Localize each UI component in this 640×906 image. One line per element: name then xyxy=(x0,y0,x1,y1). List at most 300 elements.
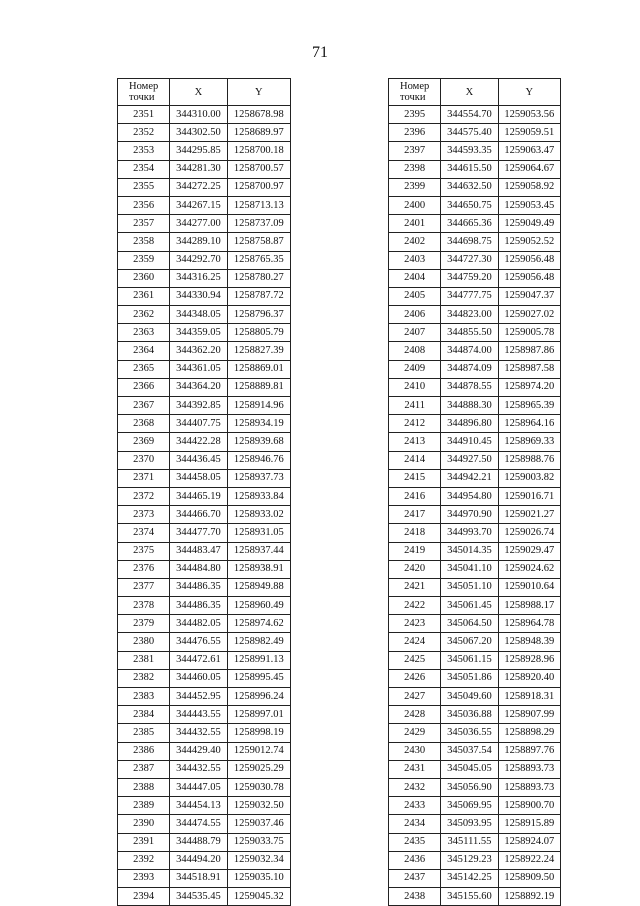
point-number-cell: 2421 xyxy=(389,578,441,596)
x-coordinate-cell: 344359.05 xyxy=(170,324,227,342)
table-row xyxy=(118,615,291,633)
y-coordinate-cell: 1259003.82 xyxy=(498,469,560,487)
y-coordinate-cell: 1258934.19 xyxy=(227,415,290,433)
point-number-cell: 2410 xyxy=(389,378,441,396)
y-coordinate-cell: 1259032.34 xyxy=(227,851,290,869)
table-header-row xyxy=(389,79,561,106)
x-coordinate-cell: 345142.25 xyxy=(441,869,498,887)
y-coordinate-cell: 1258928.96 xyxy=(498,651,560,669)
point-number-cell: 2356 xyxy=(118,196,170,214)
table-row xyxy=(389,433,561,451)
table-row xyxy=(389,578,561,596)
y-coordinate-cell: 1259033.75 xyxy=(227,833,290,851)
table-row xyxy=(389,124,561,142)
y-coordinate-cell: 1258982.49 xyxy=(227,633,290,651)
point-number-cell: 2361 xyxy=(118,287,170,305)
table-row xyxy=(118,669,291,687)
point-number-cell: 2382 xyxy=(118,669,170,687)
y-coordinate-cell: 1258931.05 xyxy=(227,524,290,542)
point-number-cell: 2374 xyxy=(118,524,170,542)
x-coordinate-cell: 344632.50 xyxy=(441,178,498,196)
point-number-cell: 2407 xyxy=(389,324,441,342)
y-coordinate-cell: 1258780.27 xyxy=(227,269,290,287)
table-row xyxy=(118,287,291,305)
y-coordinate-cell: 1258918.31 xyxy=(498,688,560,706)
y-coordinate-cell: 1259024.62 xyxy=(498,560,560,578)
point-number-cell: 2423 xyxy=(389,615,441,633)
point-number-cell: 2430 xyxy=(389,742,441,760)
table-row xyxy=(118,688,291,706)
point-number-cell: 2375 xyxy=(118,542,170,560)
table-row xyxy=(389,251,561,269)
y-coordinate-cell: 1258700.97 xyxy=(227,178,290,196)
y-coordinate-cell: 1258964.78 xyxy=(498,615,560,633)
x-coordinate-cell: 344407.75 xyxy=(170,415,227,433)
y-coordinate-cell: 1259032.50 xyxy=(227,797,290,815)
x-coordinate-cell: 344348.05 xyxy=(170,306,227,324)
point-number-cell: 2415 xyxy=(389,469,441,487)
point-number-cell: 2387 xyxy=(118,760,170,778)
point-number-cell: 2401 xyxy=(389,215,441,233)
point-number-cell: 2393 xyxy=(118,869,170,887)
table-row xyxy=(389,160,561,178)
table-row xyxy=(118,760,291,778)
table-row xyxy=(389,397,561,415)
point-number-cell: 2400 xyxy=(389,196,441,214)
x-header: X xyxy=(170,79,227,106)
y-coordinate-cell: 1259058.92 xyxy=(498,178,560,196)
y-coordinate-cell: 1259035.10 xyxy=(227,869,290,887)
x-coordinate-cell: 345049.60 xyxy=(441,688,498,706)
point-number-cell: 2392 xyxy=(118,851,170,869)
x-header: X xyxy=(441,79,498,106)
table-row xyxy=(118,888,291,906)
x-coordinate-cell: 344942.21 xyxy=(441,469,498,487)
x-coordinate-cell: 344310.00 xyxy=(170,106,227,124)
point-number-cell: 2373 xyxy=(118,506,170,524)
table-row xyxy=(389,378,561,396)
point-number-cell: 2394 xyxy=(118,888,170,906)
x-coordinate-cell: 344330.94 xyxy=(170,287,227,305)
point-number-cell: 2397 xyxy=(389,142,441,160)
table-row xyxy=(118,233,291,251)
table-row xyxy=(118,196,291,214)
y-coordinate-cell: 1258987.86 xyxy=(498,342,560,360)
point-number-cell: 2386 xyxy=(118,742,170,760)
table-row xyxy=(118,397,291,415)
table-header-row xyxy=(118,79,291,106)
y-coordinate-cell: 1259047.37 xyxy=(498,287,560,305)
point-number-cell: 2417 xyxy=(389,506,441,524)
x-coordinate-cell: 344466.70 xyxy=(170,506,227,524)
point-number-cell: 2422 xyxy=(389,597,441,615)
y-coordinate-cell: 1258939.68 xyxy=(227,433,290,451)
point-number-cell: 2398 xyxy=(389,160,441,178)
right-table-body xyxy=(389,106,561,906)
table-row xyxy=(389,415,561,433)
table-row xyxy=(118,487,291,505)
table-row xyxy=(389,688,561,706)
x-coordinate-cell: 344267.15 xyxy=(170,196,227,214)
table-row xyxy=(118,578,291,596)
y-coordinate-cell: 1259064.67 xyxy=(498,160,560,178)
point-number-cell: 2352 xyxy=(118,124,170,142)
table-row xyxy=(389,487,561,505)
x-coordinate-cell: 344272.25 xyxy=(170,178,227,196)
y-coordinate-cell: 1258933.02 xyxy=(227,506,290,524)
y-coordinate-cell: 1258915.89 xyxy=(498,815,560,833)
table-row xyxy=(118,160,291,178)
x-coordinate-cell: 344727.30 xyxy=(441,251,498,269)
point-number-cell: 2399 xyxy=(389,178,441,196)
y-coordinate-cell: 1258965.39 xyxy=(498,397,560,415)
x-coordinate-cell: 345045.05 xyxy=(441,760,498,778)
x-coordinate-cell: 344554.70 xyxy=(441,106,498,124)
y-coordinate-cell: 1258948.39 xyxy=(498,633,560,651)
x-coordinate-cell: 344277.00 xyxy=(170,215,227,233)
table-row xyxy=(118,560,291,578)
y-coordinate-cell: 1259030.78 xyxy=(227,778,290,796)
x-coordinate-cell: 345056.90 xyxy=(441,778,498,796)
y-coordinate-cell: 1259053.56 xyxy=(498,106,560,124)
y-coordinate-cell: 1259049.49 xyxy=(498,215,560,233)
x-coordinate-cell: 345041.10 xyxy=(441,560,498,578)
x-coordinate-cell: 344518.91 xyxy=(170,869,227,887)
y-coordinate-cell: 1258974.20 xyxy=(498,378,560,396)
table-row xyxy=(118,742,291,760)
point-number-cell: 2396 xyxy=(389,124,441,142)
x-coordinate-cell: 344954.80 xyxy=(441,487,498,505)
x-coordinate-cell: 345051.10 xyxy=(441,578,498,596)
table-row xyxy=(118,251,291,269)
table-row xyxy=(389,469,561,487)
point-number-cell: 2378 xyxy=(118,597,170,615)
point-number-cell: 2403 xyxy=(389,251,441,269)
y-coordinate-cell: 1258805.79 xyxy=(227,324,290,342)
x-coordinate-cell: 344436.45 xyxy=(170,451,227,469)
table-row xyxy=(118,378,291,396)
table-row xyxy=(118,142,291,160)
point-number-cell: 2408 xyxy=(389,342,441,360)
y-coordinate-cell: 1258987.58 xyxy=(498,360,560,378)
x-coordinate-cell: 345067.20 xyxy=(441,633,498,651)
table-row xyxy=(389,506,561,524)
table-row xyxy=(118,342,291,360)
y-coordinate-cell: 1259059.51 xyxy=(498,124,560,142)
x-coordinate-cell: 345111.55 xyxy=(441,833,498,851)
table-row xyxy=(389,269,561,287)
point-number-cell: 2357 xyxy=(118,215,170,233)
point-number-cell: 2395 xyxy=(389,106,441,124)
x-coordinate-cell: 344422.28 xyxy=(170,433,227,451)
point-number-cell: 2362 xyxy=(118,306,170,324)
y-coordinate-cell: 1258998.19 xyxy=(227,724,290,742)
point-number-cell: 2388 xyxy=(118,778,170,796)
table-row xyxy=(389,560,561,578)
table-row xyxy=(389,869,561,887)
x-coordinate-cell: 344535.45 xyxy=(170,888,227,906)
y-coordinate-cell: 1259053.45 xyxy=(498,196,560,214)
point-number-cell: 2436 xyxy=(389,851,441,869)
x-coordinate-cell: 344292.70 xyxy=(170,251,227,269)
table-row xyxy=(389,287,561,305)
x-coordinate-cell: 344927.50 xyxy=(441,451,498,469)
point-number-cell: 2368 xyxy=(118,415,170,433)
table-row xyxy=(118,178,291,196)
x-coordinate-cell: 344993.70 xyxy=(441,524,498,542)
table-row xyxy=(389,451,561,469)
x-coordinate-cell: 344361.05 xyxy=(170,360,227,378)
point-number-cell: 2351 xyxy=(118,106,170,124)
x-coordinate-cell: 345061.45 xyxy=(441,597,498,615)
x-coordinate-cell: 344483.47 xyxy=(170,542,227,560)
point-number-header: Номер точки xyxy=(118,79,170,106)
y-coordinate-cell: 1259005.78 xyxy=(498,324,560,342)
y-coordinate-cell: 1258700.57 xyxy=(227,160,290,178)
x-coordinate-cell: 344759.20 xyxy=(441,269,498,287)
y-coordinate-cell: 1258924.07 xyxy=(498,833,560,851)
x-coordinate-cell: 344970.90 xyxy=(441,506,498,524)
y-coordinate-cell: 1258892.19 xyxy=(498,888,560,906)
y-coordinate-cell: 1258920.40 xyxy=(498,669,560,687)
table-row xyxy=(389,324,561,342)
x-coordinate-cell: 344362.20 xyxy=(170,342,227,360)
page-number: 71 xyxy=(312,44,328,61)
point-number-cell: 2389 xyxy=(118,797,170,815)
x-coordinate-cell: 344432.55 xyxy=(170,760,227,778)
x-coordinate-cell: 344593.35 xyxy=(441,142,498,160)
table-row xyxy=(118,778,291,796)
table-row xyxy=(118,433,291,451)
y-coordinate-cell: 1258898.29 xyxy=(498,724,560,742)
table-row xyxy=(389,615,561,633)
point-number-cell: 2404 xyxy=(389,269,441,287)
table-row xyxy=(389,196,561,214)
table-row xyxy=(389,342,561,360)
table-row xyxy=(389,633,561,651)
x-coordinate-cell: 345037.54 xyxy=(441,742,498,760)
point-number-cell: 2367 xyxy=(118,397,170,415)
table-row xyxy=(118,269,291,287)
x-coordinate-cell: 344698.75 xyxy=(441,233,498,251)
y-coordinate-cell: 1259012.74 xyxy=(227,742,290,760)
y-coordinate-cell: 1258893.73 xyxy=(498,760,560,778)
x-coordinate-cell: 344482.05 xyxy=(170,615,227,633)
y-coordinate-cell: 1258700.18 xyxy=(227,142,290,160)
y-coordinate-cell: 1258964.16 xyxy=(498,415,560,433)
table-row xyxy=(389,233,561,251)
table-row xyxy=(118,542,291,560)
y-coordinate-cell: 1258907.99 xyxy=(498,706,560,724)
x-coordinate-cell: 344665.36 xyxy=(441,215,498,233)
y-coordinate-cell: 1259027.02 xyxy=(498,306,560,324)
point-number-cell: 2365 xyxy=(118,360,170,378)
y-coordinate-cell: 1258937.44 xyxy=(227,542,290,560)
y-coordinate-cell: 1259063.47 xyxy=(498,142,560,160)
point-number-cell: 2434 xyxy=(389,815,441,833)
x-coordinate-cell: 344443.55 xyxy=(170,706,227,724)
table-row xyxy=(389,760,561,778)
point-number-cell: 2432 xyxy=(389,778,441,796)
point-number-cell: 2426 xyxy=(389,669,441,687)
y-coordinate-cell: 1258827.39 xyxy=(227,342,290,360)
x-coordinate-cell: 344302.50 xyxy=(170,124,227,142)
x-coordinate-cell: 344474.55 xyxy=(170,815,227,833)
x-coordinate-cell: 344452.95 xyxy=(170,688,227,706)
point-number-cell: 2376 xyxy=(118,560,170,578)
y-coordinate-cell: 1258909.50 xyxy=(498,869,560,887)
x-coordinate-cell: 344855.50 xyxy=(441,324,498,342)
table-row xyxy=(389,833,561,851)
point-number-cell: 2435 xyxy=(389,833,441,851)
table-row xyxy=(389,306,561,324)
y-coordinate-cell: 1258933.84 xyxy=(227,487,290,505)
x-coordinate-cell: 344575.40 xyxy=(441,124,498,142)
y-coordinate-cell: 1259026.74 xyxy=(498,524,560,542)
x-coordinate-cell: 345069.95 xyxy=(441,797,498,815)
y-coordinate-cell: 1258946.76 xyxy=(227,451,290,469)
table-row xyxy=(389,651,561,669)
x-coordinate-cell: 344910.45 xyxy=(441,433,498,451)
x-coordinate-cell: 344460.05 xyxy=(170,669,227,687)
y-coordinate-cell: 1258893.73 xyxy=(498,778,560,796)
y-coordinate-cell: 1258995.45 xyxy=(227,669,290,687)
point-number-cell: 2419 xyxy=(389,542,441,560)
table-row xyxy=(118,851,291,869)
point-number-cell: 2424 xyxy=(389,633,441,651)
x-coordinate-cell: 345129.23 xyxy=(441,851,498,869)
table-row xyxy=(118,360,291,378)
y-coordinate-cell: 1259056.48 xyxy=(498,251,560,269)
y-coordinate-cell: 1258713.13 xyxy=(227,196,290,214)
y-header: Y xyxy=(498,79,560,106)
x-coordinate-cell: 344364.20 xyxy=(170,378,227,396)
y-coordinate-cell: 1258988.17 xyxy=(498,597,560,615)
x-coordinate-cell: 344823.00 xyxy=(441,306,498,324)
y-coordinate-cell: 1259029.47 xyxy=(498,542,560,560)
table-row xyxy=(389,360,561,378)
y-coordinate-cell: 1259021.27 xyxy=(498,506,560,524)
y-coordinate-cell: 1258889.81 xyxy=(227,378,290,396)
table-row xyxy=(389,142,561,160)
table-row xyxy=(118,524,291,542)
y-coordinate-cell: 1258938.91 xyxy=(227,560,290,578)
point-number-cell: 2366 xyxy=(118,378,170,396)
x-coordinate-cell: 344878.55 xyxy=(441,378,498,396)
x-coordinate-cell: 344392.85 xyxy=(170,397,227,415)
table-row xyxy=(118,506,291,524)
point-number-cell: 2359 xyxy=(118,251,170,269)
table-row xyxy=(389,106,561,124)
point-number-cell: 2369 xyxy=(118,433,170,451)
table-row xyxy=(389,742,561,760)
table-row xyxy=(389,178,561,196)
y-coordinate-cell: 1258996.24 xyxy=(227,688,290,706)
table-row xyxy=(389,778,561,796)
point-number-cell: 2414 xyxy=(389,451,441,469)
point-number-cell: 2379 xyxy=(118,615,170,633)
table-row xyxy=(389,669,561,687)
table-row xyxy=(118,415,291,433)
point-number-cell: 2364 xyxy=(118,342,170,360)
table-row xyxy=(118,633,291,651)
y-coordinate-cell: 1258787.72 xyxy=(227,287,290,305)
point-number-cell: 2390 xyxy=(118,815,170,833)
table-row xyxy=(118,797,291,815)
x-coordinate-cell: 345093.95 xyxy=(441,815,498,833)
point-number-cell: 2391 xyxy=(118,833,170,851)
point-number-cell: 2406 xyxy=(389,306,441,324)
y-coordinate-cell: 1259056.48 xyxy=(498,269,560,287)
table-row xyxy=(118,124,291,142)
y-coordinate-cell: 1258796.37 xyxy=(227,306,290,324)
table-row xyxy=(118,833,291,851)
x-coordinate-cell: 344494.20 xyxy=(170,851,227,869)
x-coordinate-cell: 344465.19 xyxy=(170,487,227,505)
table-row xyxy=(118,651,291,669)
table-row xyxy=(389,706,561,724)
point-number-cell: 2355 xyxy=(118,178,170,196)
x-coordinate-cell: 344874.00 xyxy=(441,342,498,360)
y-coordinate-cell: 1258758.87 xyxy=(227,233,290,251)
x-coordinate-cell: 344888.30 xyxy=(441,397,498,415)
y-coordinate-cell: 1259016.71 xyxy=(498,487,560,505)
coordinates-table-left xyxy=(117,78,291,906)
x-coordinate-cell: 344458.05 xyxy=(170,469,227,487)
table-row xyxy=(389,815,561,833)
x-coordinate-cell: 344650.75 xyxy=(441,196,498,214)
table-row xyxy=(118,724,291,742)
point-number-cell: 2431 xyxy=(389,760,441,778)
point-number-cell: 2437 xyxy=(389,869,441,887)
point-number-cell: 2409 xyxy=(389,360,441,378)
y-coordinate-cell: 1258897.76 xyxy=(498,742,560,760)
point-number-cell: 2377 xyxy=(118,578,170,596)
point-number-cell: 2405 xyxy=(389,287,441,305)
table-row xyxy=(118,215,291,233)
table-row xyxy=(389,524,561,542)
y-coordinate-cell: 1258922.24 xyxy=(498,851,560,869)
table-row xyxy=(389,215,561,233)
point-number-cell: 2413 xyxy=(389,433,441,451)
table-row xyxy=(389,888,561,906)
x-coordinate-cell: 345036.88 xyxy=(441,706,498,724)
x-coordinate-cell: 344484.80 xyxy=(170,560,227,578)
x-coordinate-cell: 344874.09 xyxy=(441,360,498,378)
point-number-cell: 2425 xyxy=(389,651,441,669)
x-coordinate-cell: 344454.13 xyxy=(170,797,227,815)
coordinates-table-right xyxy=(388,78,561,906)
point-number-cell: 2416 xyxy=(389,487,441,505)
table-row xyxy=(389,542,561,560)
table-row xyxy=(389,597,561,615)
table-row xyxy=(118,324,291,342)
y-coordinate-cell: 1259037.46 xyxy=(227,815,290,833)
point-number-cell: 2363 xyxy=(118,324,170,342)
x-coordinate-cell: 344477.70 xyxy=(170,524,227,542)
table-row xyxy=(118,451,291,469)
left-table-body xyxy=(118,106,291,906)
point-number-cell: 2428 xyxy=(389,706,441,724)
x-coordinate-cell: 345051.86 xyxy=(441,669,498,687)
table-row xyxy=(118,469,291,487)
table-row xyxy=(389,851,561,869)
point-number-cell: 2381 xyxy=(118,651,170,669)
point-number-header: Номер точки xyxy=(389,79,441,106)
point-number-cell: 2384 xyxy=(118,706,170,724)
x-coordinate-cell: 345064.50 xyxy=(441,615,498,633)
point-number-cell: 2412 xyxy=(389,415,441,433)
